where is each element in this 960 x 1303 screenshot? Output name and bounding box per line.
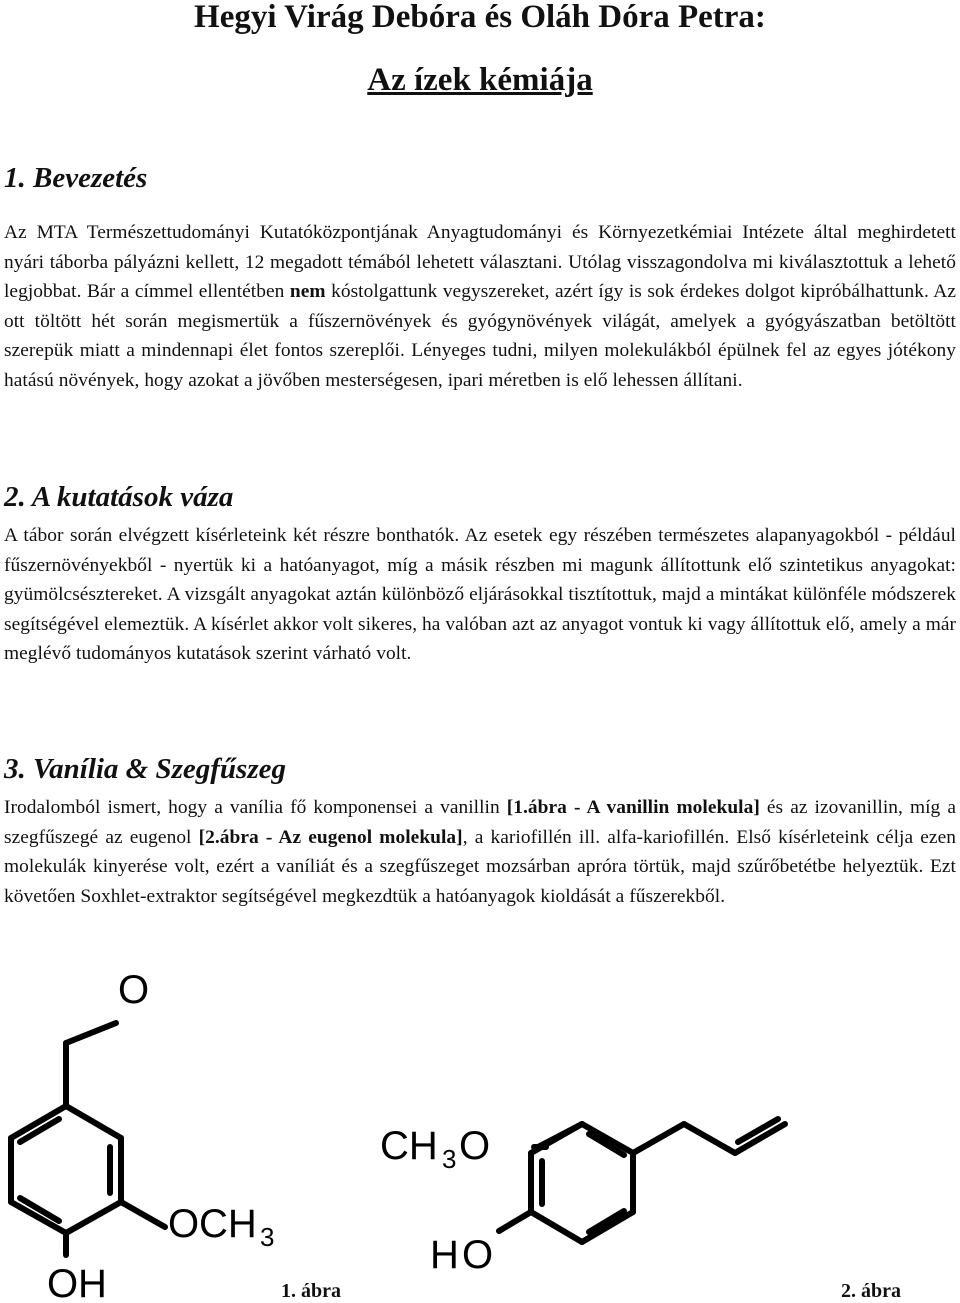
section-heading-vanilla-clove: 3. Vanília & Szegfűszeg bbox=[4, 753, 286, 785]
paragraph-introduction bbox=[4, 218, 956, 395]
eugenol-methoxy-carbon: CH bbox=[380, 1124, 438, 1168]
section-heading-research-outline: 2. A kutatások váza bbox=[4, 481, 234, 513]
paragraph-research-outline bbox=[4, 521, 956, 669]
vanillin-methoxy-subscript: 3 bbox=[260, 1222, 275, 1252]
eugenol-hydroxyl-hydrogen: H bbox=[430, 1233, 459, 1277]
vanillin-structure-figure bbox=[0, 965, 300, 1303]
text-run: , a kariofillén ill. alfa-kariofillén. Első kísérleteink célja ezen molekulák kinyerése volt, ezért a vaníliát és a szegfűszeget mozsárban apróra törtük, majd szűrőbetétbe helyeztük. Ezt követően Soxhlet-extraktor segítségével megkezdtük a hatóanyagok kioldását a fűszerekből. bbox=[4, 826, 956, 907]
emphasis-text: [1.ábra - A vanillin molekula] bbox=[506, 797, 760, 818]
text-run: Az MTA Természettudományi Kutatóközpontjának Anyagtudományi és Környezetkémiai Intézete által meghirdetett nyári táborba pályázni kellett, 12 megadott témából lehetett választani. Utólag visszagondolva mi kiválasztottuk a lehető legjobbat. Bár a címmel ellentétben bbox=[4, 222, 956, 302]
vanillin-methoxy-oxygen: O bbox=[168, 1202, 200, 1246]
vanillin-methoxy-carbon: CH bbox=[199, 1202, 257, 1246]
emphasis-text: [2.ábra - Az eugenol molekula] bbox=[198, 826, 463, 848]
eugenol-structure-figure bbox=[368, 1085, 818, 1303]
emphasis-text: nem bbox=[289, 281, 326, 302]
vanillin-hydroxyl-hydrogen: H bbox=[78, 1262, 107, 1303]
vanillin-carbonyl-oxygen: O bbox=[118, 968, 150, 1012]
eugenol-hydroxyl-oxygen: O bbox=[462, 1233, 494, 1277]
eugenol-methoxy-subscript: 3 bbox=[442, 1144, 457, 1174]
author-line: Hegyi Virág Debóra és Oláh Dóra Petra: bbox=[194, 0, 766, 35]
vanillin-hydroxyl-oxygen: O bbox=[47, 1262, 79, 1303]
document-title: Az ízek kémiája bbox=[367, 62, 593, 98]
text-run: A tábor során elvégzett kísérleteink két részre bonthatók. Az esetek egy részében természetes alapanyagokból - például fűszernövényekből - nyertük ki a hatóanyagot, míg a másik részben mi magunk állítottunk elő szintetikus anyagokat: gyümölcsésztereket. A vizsgált anyagokat aztán különböző eljárásokkal tisztítottuk, majd a mintákat különféle módszerek segítségével elemeztük. A kísérlet akkor volt sikeres, ha valóban azt az anyagot vontuk ki vagy állítottuk elő, amely a már meglévő tudományos kutatások szerint várható volt. bbox=[4, 525, 956, 664]
eugenol-methoxy-oxygen: O bbox=[459, 1124, 491, 1168]
section-heading-introduction: 1. Bevezetés bbox=[4, 162, 148, 194]
paragraph-vanilla-clove bbox=[4, 793, 956, 911]
vanillin-bonds bbox=[11, 1023, 165, 1255]
eugenol-bonds bbox=[499, 1119, 785, 1242]
figure-2-caption: 2. ábra bbox=[841, 1280, 901, 1302]
text-run: és az izovanillin, míg a szegfűszegé az eugenol bbox=[4, 797, 957, 848]
figure-1-caption: 1. ábra bbox=[281, 1280, 341, 1302]
text-run: Irodalomból ismert, hogy a vanília fő komponensei a vanillin bbox=[4, 797, 507, 818]
text-run: kóstolgattunk vegyszereket, azért így is sok érdekes dolgot kipróbálhattunk. Az ott töltött hét során megismertük a fűszernövények és gyógynövények világát, amelyek a gyógyászatban betöltött szerepük miatt a mindennapi élet fontos szereplői. Lényeges tudni, milyen molekulákból épülnek fel az egyes jótékony hatású növények, hogy azokat a jövőben mesterségesen, ipari méretben is elő lehessen állítani. bbox=[4, 281, 956, 391]
